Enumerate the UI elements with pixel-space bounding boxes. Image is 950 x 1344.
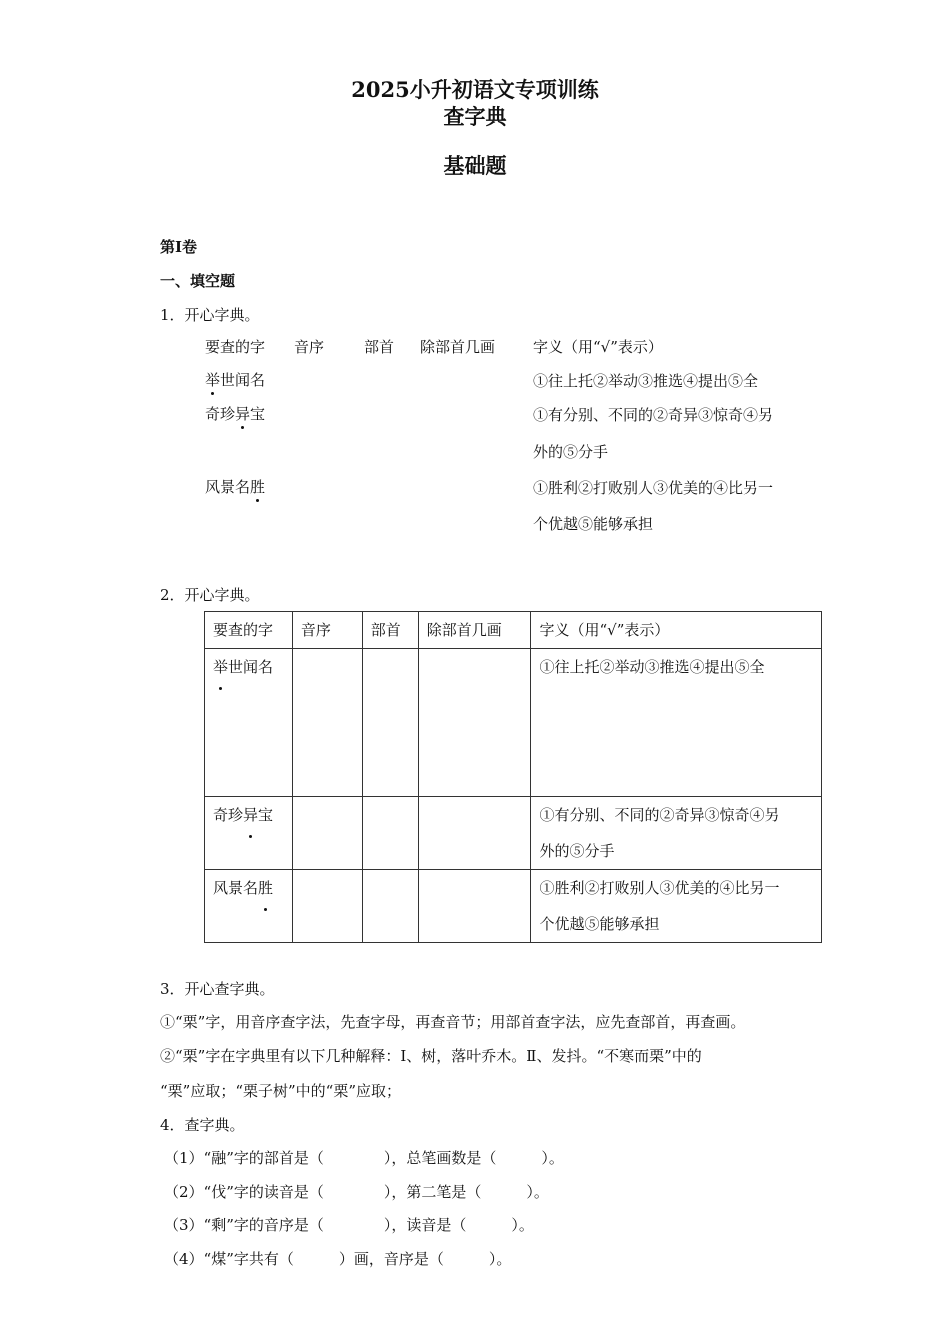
q4-item-3: （3）“剩”字的音序是（ ），读音是（ ）。 bbox=[164, 1216, 534, 1234]
q2-header-radical: 部首 bbox=[362, 612, 418, 649]
q1-row3-word: 风景名胜 bbox=[205, 478, 266, 496]
q1-label: 1．开心字典。 bbox=[160, 306, 260, 324]
doc-subtitle: 查字典 bbox=[443, 104, 507, 129]
table-row bbox=[205, 797, 822, 870]
q2-row3-radical-cell[interactable] bbox=[362, 870, 418, 943]
q1-header-meaning: 字义（用“√”表示） bbox=[533, 338, 663, 356]
q1-header-order: 音序 bbox=[294, 338, 325, 356]
volume-label: 第I卷 bbox=[160, 238, 198, 256]
q1-row3-meaning-line2: 个优越⑤能够承担 bbox=[533, 515, 654, 533]
q2-row3-order-cell[interactable] bbox=[292, 870, 362, 943]
q2-row2-order-cell[interactable] bbox=[292, 797, 362, 870]
q2-header-order: 音序 bbox=[292, 612, 362, 649]
q2-row2-strokes-cell[interactable] bbox=[418, 797, 531, 870]
q1-header-strokes: 除部首几画 bbox=[420, 338, 496, 356]
emphasis-dot-char: 举 bbox=[205, 371, 221, 389]
q2-row3-word: 风景名胜 bbox=[205, 870, 293, 943]
q2-label: 2．开心字典。 bbox=[160, 586, 260, 604]
q2-row1-strokes-cell[interactable] bbox=[418, 649, 531, 797]
q1-row3-meaning-line1: ①胜利②打败别人③优美的④比另一 bbox=[533, 479, 774, 497]
q2-header-meaning: 字义（用“√”表示） bbox=[531, 612, 822, 649]
q4-item-4: （4）“煤”字共有（ ）画，音序是（ ）。 bbox=[164, 1250, 512, 1268]
q3-label: 3．开心查字典。 bbox=[160, 980, 275, 998]
q1-row2-meaning-line2: 外的⑤分手 bbox=[533, 443, 609, 461]
q3-line1: ①“栗”字，用音序查字法，先查字母，再查音节；用部首查字法，应先查部首，再查画。 bbox=[160, 1013, 746, 1031]
q2-row2-radical-cell[interactable] bbox=[362, 797, 418, 870]
q2-row2-meaning: ①有分别、不同的②奇异③惊奇④另 外的⑤分手 bbox=[531, 797, 822, 870]
q4-label: 4．查字典。 bbox=[160, 1116, 245, 1134]
q2-row1-radical-cell[interactable] bbox=[362, 649, 418, 797]
q4-item-1: （1）“融”字的部首是（ ），总笔画数是（ ）。 bbox=[164, 1149, 564, 1167]
q2-row1-meaning: ①往上托②举动③推选④提出⑤全 bbox=[531, 649, 822, 797]
emphasis-dot-char: 异 bbox=[243, 797, 258, 833]
q3-line2: ②“栗”字在字典里有以下几种解释：Ⅰ、树，落叶乔木。Ⅱ、发抖。“不寒而栗”中的 bbox=[160, 1047, 702, 1065]
q2-table bbox=[204, 611, 822, 943]
emphasis-dot-char: 举 bbox=[213, 649, 228, 685]
q2-row3-strokes-cell[interactable] bbox=[418, 870, 531, 943]
q2-header-strokes: 除部首几画 bbox=[418, 612, 531, 649]
table-row bbox=[205, 649, 822, 797]
q1-row2-meaning-line1: ①有分别、不同的②奇异③惊奇④另 bbox=[533, 406, 774, 424]
q2-header-char: 要查的字 bbox=[205, 612, 293, 649]
doc-title: 2025小升初语文专项训练 bbox=[351, 77, 599, 102]
part-heading: 一、填空题 bbox=[160, 272, 236, 290]
q1-row2-word: 奇珍异宝 bbox=[205, 405, 266, 423]
emphasis-dot-char: 异 bbox=[235, 405, 251, 423]
q1-header-radical: 部首 bbox=[364, 338, 395, 356]
q1-row1-word: 举世闻名 bbox=[205, 371, 266, 389]
q4-item-2: （2）“伐”字的读音是（ ），第二笔是（ ）。 bbox=[164, 1183, 549, 1201]
q2-row1-word: 举世闻名 bbox=[205, 649, 293, 797]
q2-row2-word: 奇珍异宝 bbox=[205, 797, 293, 870]
table-header-row bbox=[205, 612, 822, 649]
emphasis-dot-char: 胜 bbox=[258, 870, 273, 906]
q2-row1-order-cell[interactable] bbox=[292, 649, 362, 797]
q2-row3-meaning: ①胜利②打败别人③优美的④比另一 个优越⑤能够承担 bbox=[531, 870, 822, 943]
q1-header-char: 要查的字 bbox=[205, 338, 266, 356]
emphasis-dot-char: 胜 bbox=[250, 478, 266, 496]
q1-row1-meaning: ①往上托②举动③推选④提出⑤全 bbox=[533, 372, 759, 390]
q3-line3: “栗”应取；“栗子树”中的“栗”应取； bbox=[160, 1082, 402, 1100]
table-row bbox=[205, 870, 822, 943]
section-title: 基础题 bbox=[443, 153, 507, 178]
